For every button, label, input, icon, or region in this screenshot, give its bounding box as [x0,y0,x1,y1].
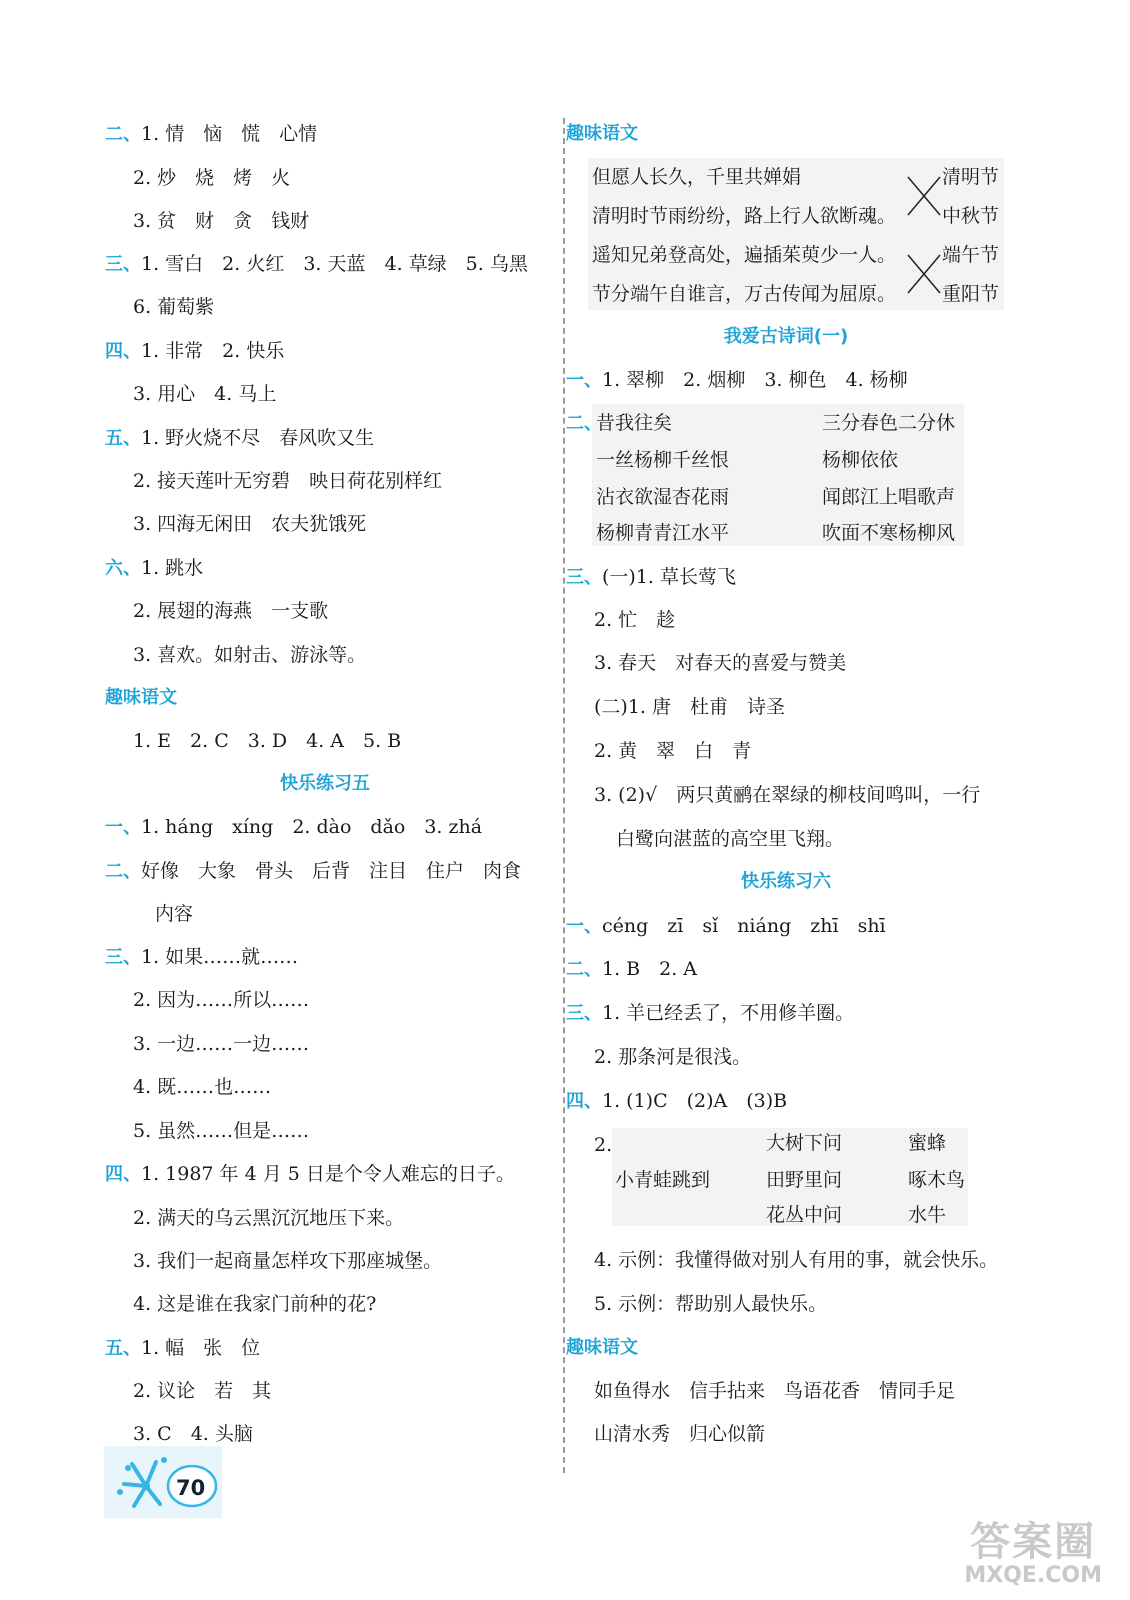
answer-text: 1. 如果……就…… [141,946,299,968]
answer-line: 3. 一边……一边…… [133,1033,310,1055]
answer-line: 3. 喜欢。如射击、游泳等。 [133,644,367,666]
match-left-item: 一丝杨柳千丝恨 [596,449,730,471]
answer-text: céng zī sǐ niáng zhī shī [602,915,886,937]
answer-text: 好像 大象 骨头 后背 注目 住户 肉食 [141,860,522,882]
answer-line: 4. 示例：我懂得做对别人有用的事，就会快乐。 [594,1249,999,1271]
answer-line: 3. 春天 对春天的喜爱与赞美 [594,652,847,674]
answer-line: 2. 议论 若 其 [133,1380,272,1402]
answer-text: 1. 野火烧不尽 春风吹又生 [141,427,375,449]
watermark-text: 答案圈 [970,1519,1097,1565]
section-number: 五、 [105,428,141,449]
answer-line [566,1088,787,1115]
watermark-logo [964,1520,1102,1588]
answer-text: 1. 跳水 [141,557,204,579]
section-number: 一、 [566,370,602,391]
answer-line [566,564,736,591]
answer-line: 2. 因为……所以…… [133,989,310,1011]
section-heading: 快乐练习六 [741,871,831,892]
match-left-item: 遥知兄弟登高处，遍插茱萸少一人。 [592,244,897,266]
section-number: 四、 [105,341,141,362]
answer-text: 1. 翠柳 2. 烟柳 3. 柳色 4. 杨柳 [602,369,908,391]
answer-line: 3. 我们一起商量怎样攻下那座城堡。 [133,1250,443,1272]
answer-line: 3. (2)√ 两只黄鹂在翠绿的柳枝间鸣叫，一行 [594,784,981,806]
answer-line: 2. 展翅的海燕 一支歌 [133,600,329,622]
match-right-item: 中秋节 [942,205,1000,227]
answer-line: 山清水秀 归心似箭 [594,1423,766,1445]
section-number: 四、 [105,1164,141,1185]
match-right-item: 端午节 [942,244,1000,266]
match-left-item: 但愿人长久，千里共婵娟 [592,166,802,188]
answer-text: 1. 羊已经丢了，不用修羊圈。 [602,1002,855,1024]
match-right-item: 吹面不寒杨柳风 [822,522,956,544]
answer-line: 内容 [155,903,194,925]
match-right-item: 重阳节 [942,283,1000,305]
section-number: 二、 [566,413,602,434]
answer-line: 4. 既……也…… [133,1076,272,1098]
answer-text: 1. 情 恼 慌 心情 [141,123,318,145]
section-number: 三、 [105,947,141,968]
match-left-item: 节分端午自谁言，万古传闻为屈原。 [592,283,897,305]
answer-line: 2. 黄 翠 白 青 [594,740,752,762]
section-number: 二、 [105,861,141,882]
answer-line: 2. 满天的乌云黑沉沉地压下来。 [133,1207,405,1229]
match-mid-item: 大树下问 [766,1132,843,1154]
answer-line [566,956,697,983]
match-left-item: 清明时节雨纷纷，路上行人欲断魂。 [592,205,897,227]
answer-line: 如鱼得水 信手拈来 鸟语花香 情同手足 [594,1380,956,1402]
answer-text: 1. 非常 2. 快乐 [141,340,285,362]
match-right-item: 闻郎江上唱歌声 [822,486,956,508]
section-number: 四、 [566,1091,602,1112]
answer-line: 3. 贫 财 贪 钱财 [133,210,310,232]
match-left-item: 沾衣欲湿杏花雨 [596,486,730,508]
answer-line [566,1000,854,1027]
match-left-item: 昔我往矣 [596,412,673,434]
section-number: 二、 [105,124,141,145]
answer-line: 2. 忙 趁 [594,609,676,631]
match-mid-item: 花丛中问 [766,1204,843,1226]
section-number: 六、 [105,558,141,579]
section-number: 二、 [566,959,602,980]
match-right-item: 清明节 [942,166,1000,188]
section-heading: 快乐练习五 [280,773,370,794]
answer-text: 1. 幅 张 位 [141,1337,261,1359]
answer-text: 1. 1987 年 4 月 5 日是个令人难忘的日子。 [141,1163,515,1185]
answer-line: 3. 用心 4. 马上 [133,383,277,405]
section-heading: 趣味语文 [566,1337,638,1358]
match-right-item: 杨柳依依 [822,449,899,471]
answer-line: 3. 四海无闲田 农夫犹饿死 [133,513,367,535]
answer-line: 6. 葡萄紫 [133,296,215,318]
match-right-item: 三分春色二分休 [822,412,956,434]
section-number: 三、 [566,1003,602,1024]
answer-line: 2. 那条河是很浅。 [594,1046,752,1068]
section-heading: 我爱古诗词(一) [723,326,849,347]
answer-text: 1. (1)C (2)A (3)B [602,1090,788,1112]
answer-text: 1. B 2. A [602,958,698,980]
watermark-url: MXQE.COM [964,1563,1102,1588]
section-heading: 趣味语文 [105,687,177,708]
match-mid-item: 田野里问 [766,1169,843,1191]
answer-line: 4. 这是谁在我家门前种的花? [133,1293,377,1315]
match-root-item: 小青蛙跳到 [615,1169,711,1191]
answer-line [566,913,886,940]
answer-line [566,367,908,394]
answer-text: 1. háng xíng 2. dào dǎo 3. zhá [141,816,483,838]
answer-line: 3. C 4. 头脑 [133,1423,253,1445]
answer-line: 5. 示例：帮助别人最快乐。 [594,1293,828,1315]
answer-line: 2. 炒 烧 烤 火 [133,167,291,189]
match-right-item: 蜜蜂 [908,1132,947,1154]
answer-line: 2. [594,1134,613,1156]
match-right-item: 啄木鸟 [908,1169,966,1191]
section-number: 三、 [105,254,141,275]
section-number: 一、 [105,817,141,838]
answer-text: (一)1. 草长莺飞 [602,566,736,588]
match-left-item: 杨柳青青江水平 [596,522,730,544]
answer-line: 5. 虽然……但是…… [133,1120,310,1142]
match-right-item: 水牛 [908,1204,947,1226]
section-number: 三、 [566,567,602,588]
answer-line: (二)1. 唐 杜甫 诗圣 [594,696,785,718]
answer-text: 1. 雪白 2. 火红 3. 天蓝 4. 草绿 5. 乌黑 [141,253,528,275]
section-heading: 趣味语文 [566,123,638,144]
answer-line: 白鹭向湛蓝的高空里飞翔。 [616,828,845,850]
page-number: 70 [176,1476,206,1500]
answer-line: 2. 接天莲叶无穷碧 映日荷花别样红 [133,470,443,492]
section-number: 五、 [105,1338,141,1359]
answer-line: 1. E 2. C 3. D 4. A 5. B [133,730,402,752]
section-number: 一、 [566,916,602,937]
